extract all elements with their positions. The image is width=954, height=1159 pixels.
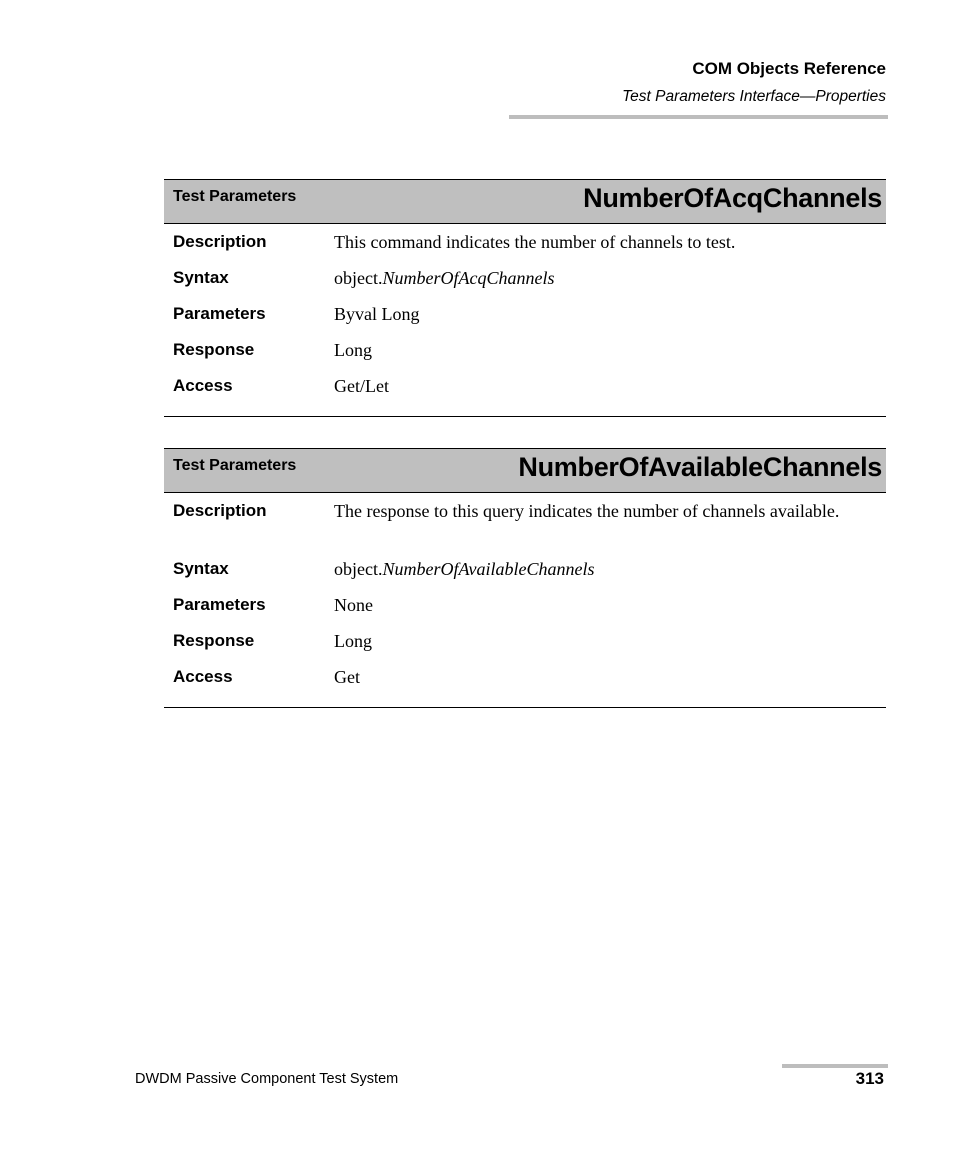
parameters-label: Parameters bbox=[173, 595, 266, 614]
access-row bbox=[164, 374, 886, 410]
header-divider bbox=[509, 115, 888, 119]
response-label: Response bbox=[173, 340, 255, 359]
response-row bbox=[164, 629, 886, 665]
table-header bbox=[164, 448, 886, 493]
running-header bbox=[622, 58, 886, 108]
description-label: Description bbox=[173, 501, 267, 520]
parameters-row bbox=[164, 302, 886, 338]
footer-document-title: DWDM Passive Component Test System bbox=[135, 1071, 399, 1087]
property-name: NumberOfAcqChannels bbox=[583, 183, 882, 213]
property-table-numberofavailablechannels bbox=[164, 448, 886, 708]
syntax-row bbox=[164, 557, 886, 593]
description-row bbox=[164, 230, 886, 266]
property-name: NumberOfAvailableChannels bbox=[518, 452, 882, 482]
access-value: Get/Let bbox=[334, 376, 389, 396]
access-label: Access bbox=[173, 667, 233, 686]
description-label: Description bbox=[173, 232, 267, 251]
syntax-value bbox=[334, 266, 886, 302]
syntax-row bbox=[164, 266, 886, 302]
table-category: Test Parameters bbox=[173, 188, 297, 205]
property-table-numberofacqchannels bbox=[164, 179, 886, 417]
syntax-value bbox=[334, 557, 886, 593]
access-value: Get bbox=[334, 667, 360, 687]
parameters-value: None bbox=[334, 595, 373, 615]
table-body bbox=[164, 493, 886, 707]
description-row bbox=[164, 499, 886, 557]
syntax-label: Syntax bbox=[173, 268, 229, 287]
table-header bbox=[164, 179, 886, 224]
description-value: This command indicates the number of channels to test. bbox=[334, 232, 736, 252]
header-subtitle: Test Parameters Interface—Properties bbox=[622, 88, 886, 105]
response-row bbox=[164, 338, 886, 374]
page-number: 313 bbox=[855, 1069, 884, 1088]
footer-divider bbox=[782, 1064, 888, 1068]
parameters-label: Parameters bbox=[173, 304, 266, 323]
access-row bbox=[164, 665, 886, 701]
syntax-member: NumberOfAcqChannels bbox=[382, 268, 555, 288]
response-label: Response bbox=[173, 631, 255, 650]
table-body bbox=[164, 224, 886, 416]
syntax-prefix: object. bbox=[334, 268, 383, 288]
response-value: Long bbox=[334, 631, 372, 651]
syntax-label: Syntax bbox=[173, 559, 229, 578]
parameters-row bbox=[164, 593, 886, 629]
parameters-value: Byval Long bbox=[334, 304, 420, 324]
response-value: Long bbox=[334, 340, 372, 360]
syntax-prefix: object. bbox=[334, 559, 383, 579]
syntax-member: NumberOfAvailableChannels bbox=[382, 559, 595, 579]
description-value: The response to this query indicates the number of channels available. bbox=[334, 501, 840, 521]
header-title: COM Objects Reference bbox=[692, 59, 886, 78]
table-category: Test Parameters bbox=[173, 457, 297, 474]
access-label: Access bbox=[173, 376, 233, 395]
